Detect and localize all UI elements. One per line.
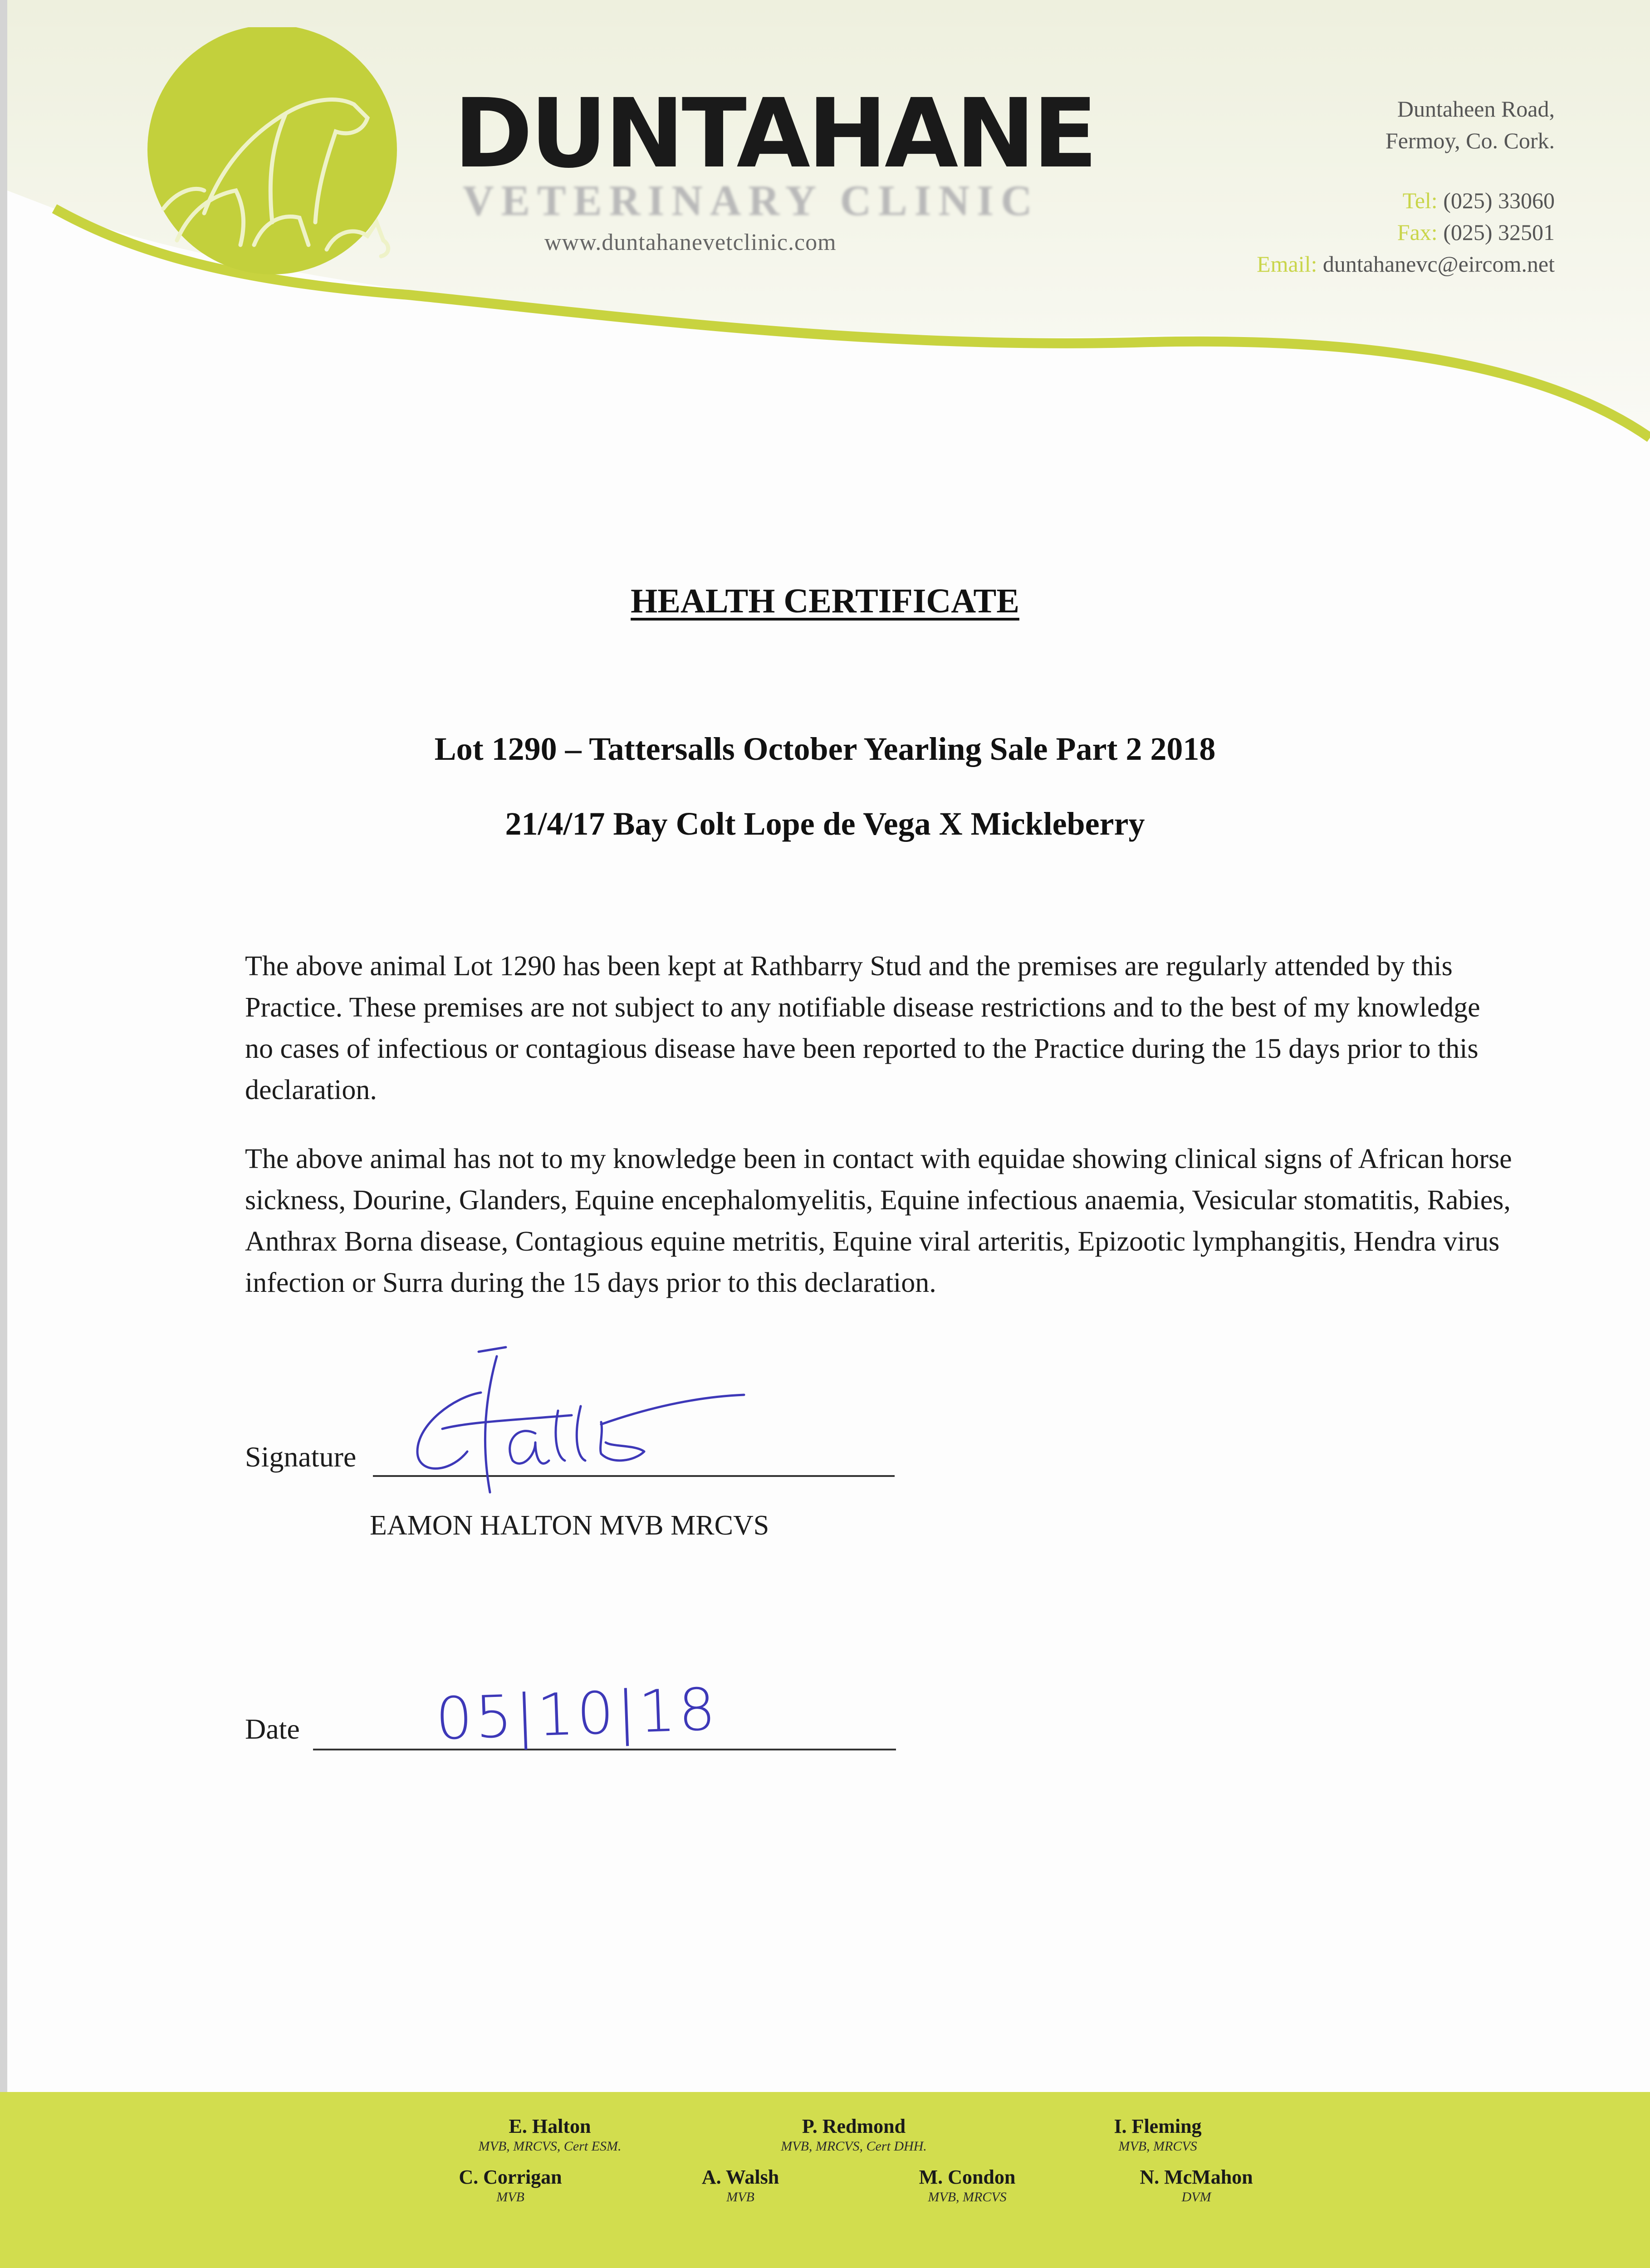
fax-label: Fax: (1397, 220, 1438, 245)
email-value[interactable]: duntahanevc@eircom.net (1322, 251, 1555, 277)
staff-name: P. Redmond (802, 2115, 906, 2137)
address-line-1: Duntaheen Road, (1397, 96, 1555, 122)
staff-m-condon (854, 2165, 1081, 2205)
staff-quals: MVB, MRCVS, Cert DHH. (781, 2139, 927, 2154)
paragraph-contact: The above animal has not to my knowledge been in contact with equidae showing clinical signs of African horse sickness, Dourine, Glanders, Equine encephalomyelitis, Equine infectious anaemia, Vesicular stomatitis, Rabies, Anthrax Borna disease, Contagious equine metritis, Equine viral arteritis, Epizootic lymphangitis, Hendra virus infection or Surra during the 15 days prior to this declaration. (245, 1144, 1512, 1298)
date-label: Date (245, 1713, 300, 1745)
staff-p-redmond (740, 2115, 967, 2155)
signature-label: Signature (245, 1441, 357, 1473)
staff-n-mcmahon (1083, 2165, 1310, 2205)
staff-name: A. Walsh (701, 2166, 779, 2188)
paragraph-premises: The above animal Lot 1290 has been kept at Rathbarry Stud and the premises are regularly attended by this Practice. These premises are not subject to any notifiable disease restrictions and to the best of my knowledge no cases of infectious or contagious disease have been reported to the Practice during the 15 days prior to this declaration. (245, 951, 1480, 1105)
handwritten-signature-icon (399, 1343, 762, 1506)
contact-block (1257, 93, 1555, 280)
tel-row (1257, 185, 1555, 216)
staff-quals: MVB, MRCVS (1118, 2139, 1197, 2154)
staff-c-corrigan (397, 2165, 624, 2205)
signer-name: EAMON HALTON MVB MRCVS (370, 1510, 769, 1541)
tel-label: Tel: (1402, 188, 1438, 213)
staff-name: E. Halton (509, 2115, 591, 2137)
staff-quals: MVB, MRCVS, Cert ESM. (478, 2139, 622, 2154)
staff-a-walsh (627, 2165, 854, 2205)
staff-e-halton (436, 2115, 663, 2155)
clinic-logo-icon (136, 27, 426, 281)
certificate-title-text: HEALTH CERTIFICATE (631, 582, 1019, 620)
staff-quals: MVB (726, 2190, 754, 2204)
staff-quals: MVB (496, 2190, 524, 2204)
staff-name: N. McMahon (1140, 2166, 1253, 2188)
fax-value: (025) 32501 (1443, 220, 1555, 245)
clinic-name: DUNTAHANE (454, 78, 1095, 189)
footer-staff-band (0, 2092, 1650, 2268)
staff-quals: DVM (1181, 2190, 1211, 2204)
certificate-title (0, 582, 1650, 621)
address-line-2: Fermoy, Co. Cork. (1385, 128, 1555, 153)
staff-name: M. Condon (919, 2166, 1016, 2188)
tel-value: (025) 33060 (1443, 188, 1555, 213)
horse-line: 21/4/17 Bay Colt Lope de Vega X Mickleberry (505, 806, 1145, 842)
staff-name: I. Fleming (1114, 2115, 1202, 2137)
lot-line: Lot 1290 – Tattersalls October Yearling Sale Part 2 2018 (434, 731, 1216, 767)
email-row (1257, 248, 1555, 280)
staff-name: C. Corrigan (459, 2166, 562, 2188)
handwritten-date: 05|10|18 (434, 1676, 720, 1753)
fax-row (1257, 216, 1555, 248)
email-label: Email: (1257, 251, 1317, 277)
staff-quals: MVB, MRCVS (928, 2190, 1007, 2204)
date-line (313, 1749, 896, 1750)
clinic-website[interactable]: www.duntahanevetclinic.com (544, 230, 837, 255)
staff-i-fleming (1044, 2115, 1271, 2155)
clinic-subtitle: VETERINARY CLINIC (463, 176, 1039, 225)
